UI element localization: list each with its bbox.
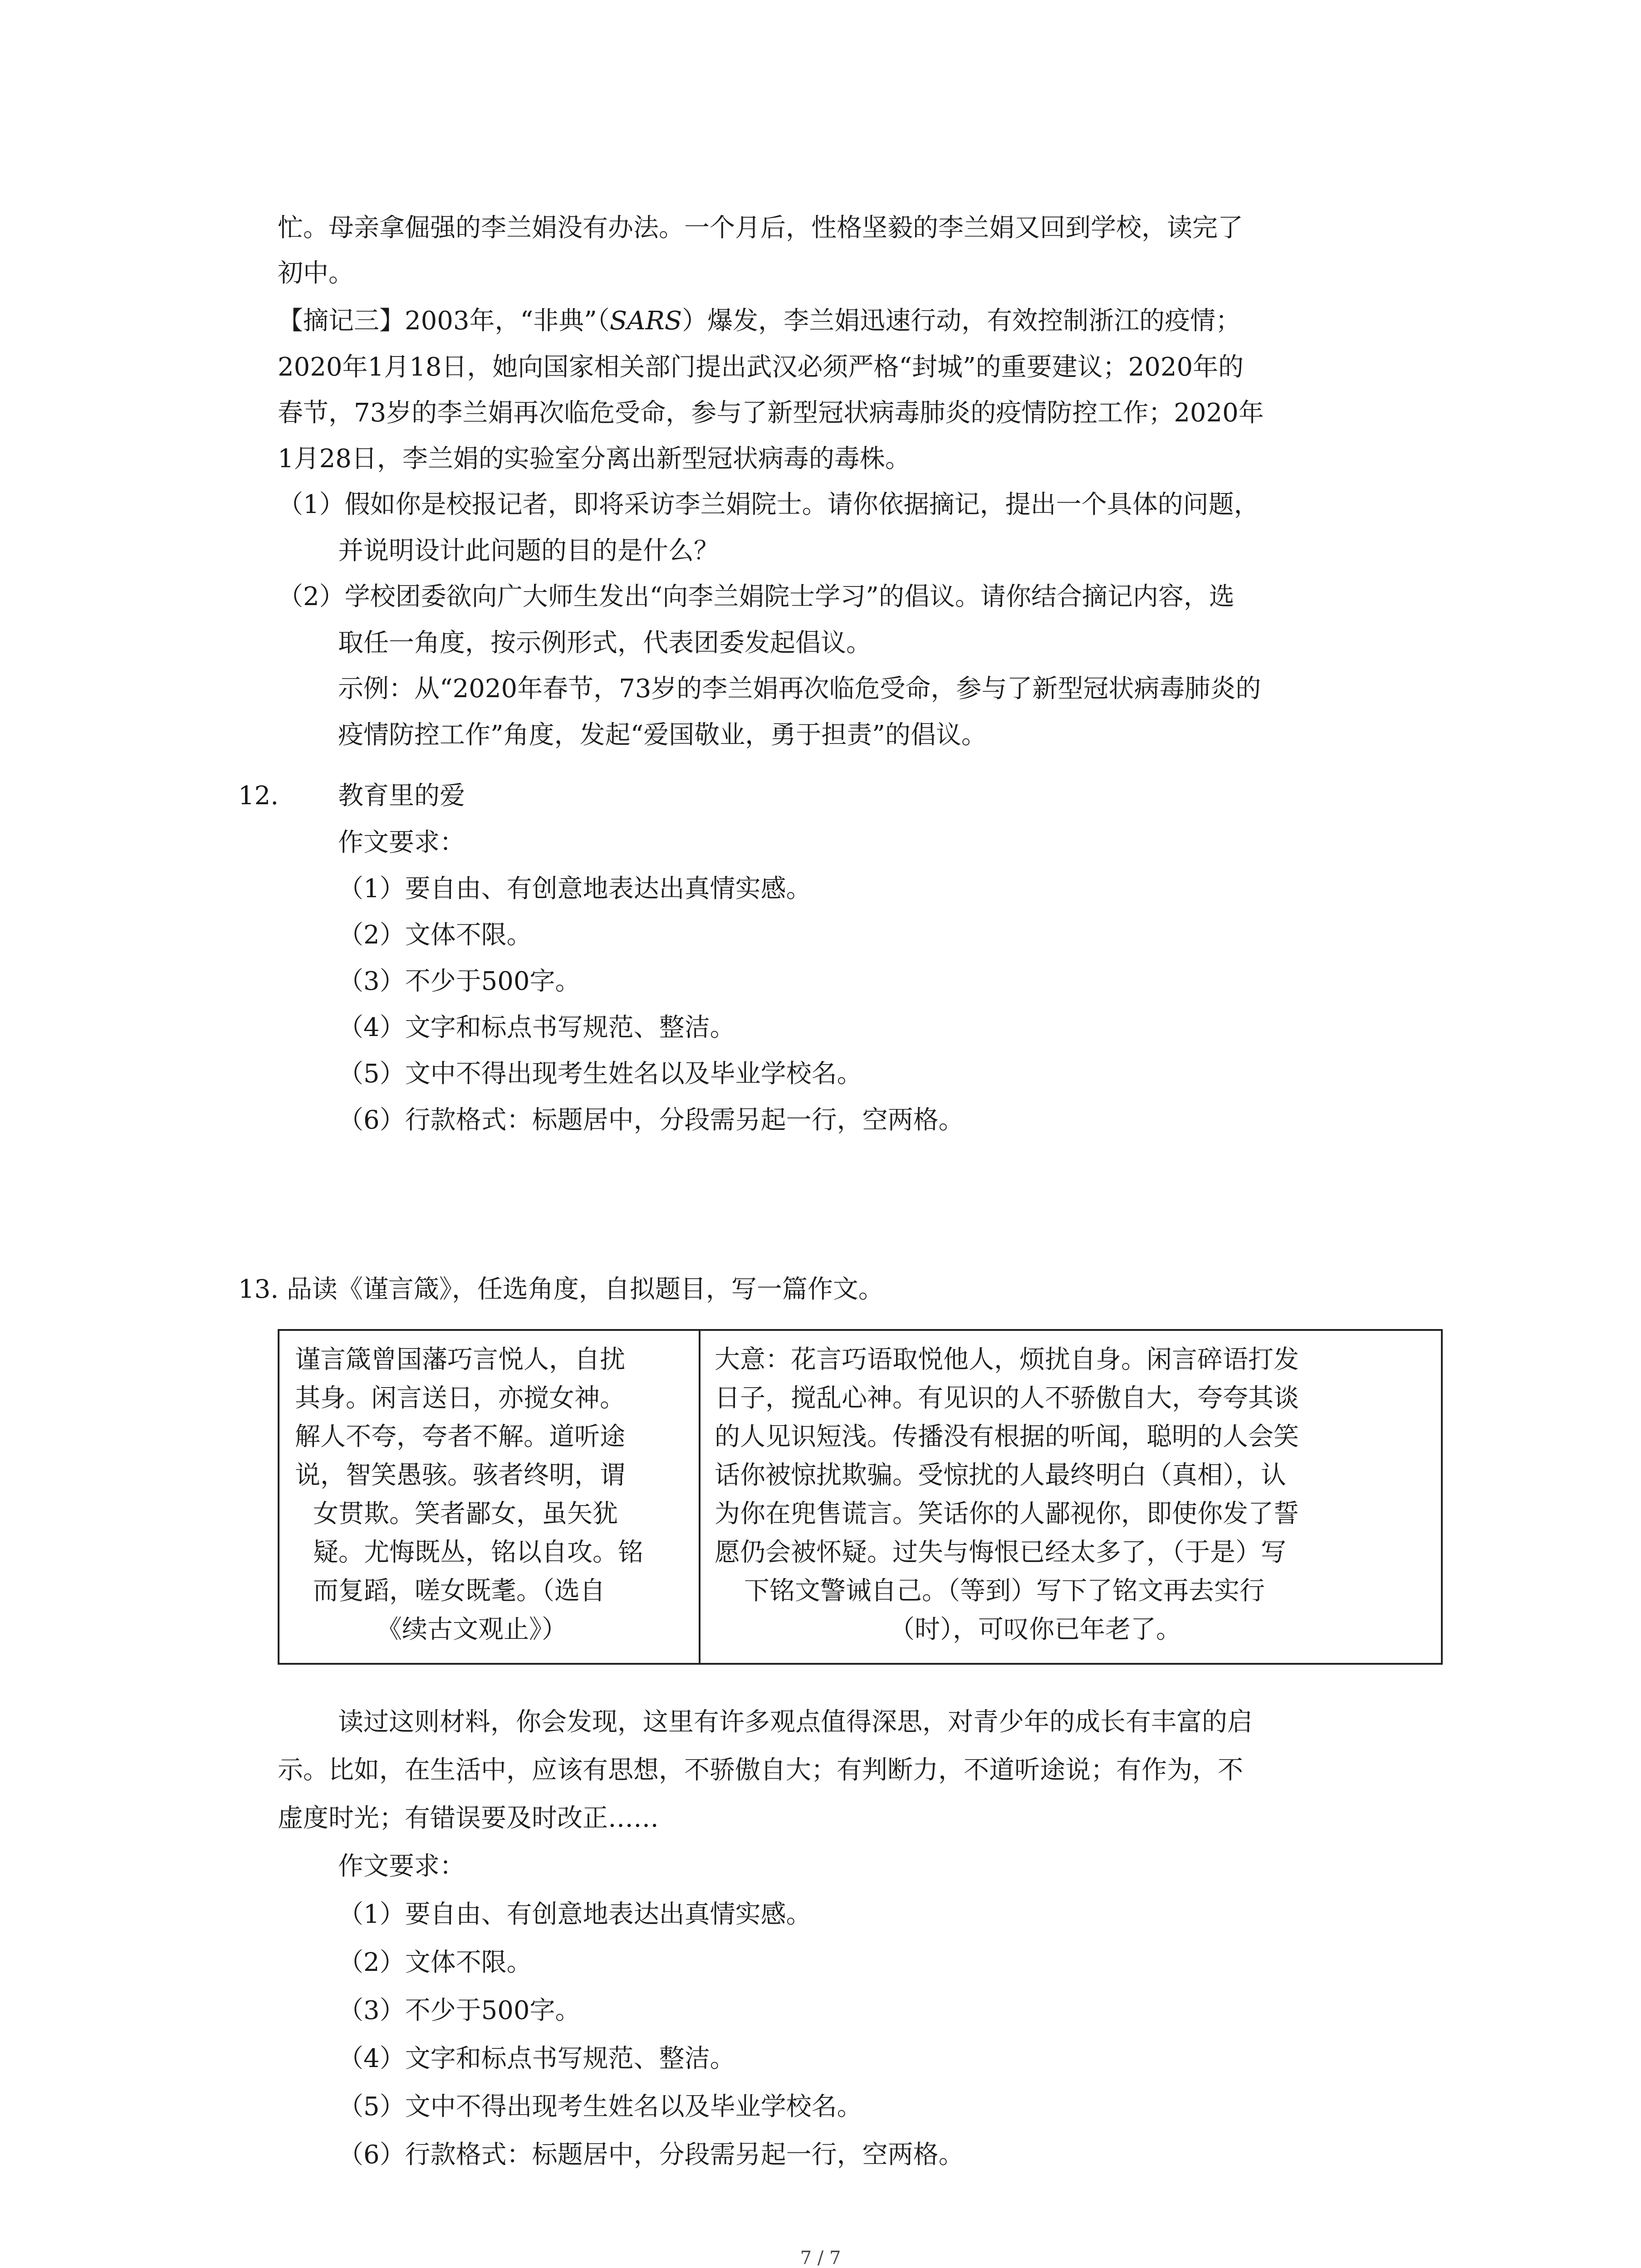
essay-requirement: （5）文中不得出现考生姓名以及毕业学校名。 [338, 2092, 862, 2121]
excerpt-three-line: 1月28日，李兰娟的实验室分离出新型冠状病毒的毒株。 [278, 444, 911, 474]
table-cell-line: 话你被惊扰欺骗。受惊扰的人最终明白（真相），认 [715, 1461, 1286, 1490]
essay-requirement: （1）要自由、有创意地表达出真情实感。 [338, 874, 812, 904]
example-line: 疫情防控工作”角度，发起“爱国敬业，勇于担责”的倡议。 [338, 720, 987, 750]
essay-requirement: （2）文体不限。 [338, 920, 532, 950]
passage-continuation-line: 忙。母亲拿倔强的李兰娟没有办法。一个月后，性格坚毅的李兰娟又回到学校，读完了 [278, 213, 1243, 243]
essay-requirement: （6）行款格式：标题居中，分段需另起一行，空两格。 [338, 1105, 964, 1135]
sub-question-1-cont: 并说明设计此问题的目的是什么？ [338, 536, 719, 566]
essay-requirement: （1）要自由、有创意地表达出真情实感。 [338, 1900, 812, 1929]
table-cell-line: 说，智笑愚骇。骇者终明，谓 [295, 1461, 625, 1490]
essay-requirement: （4）文字和标点书写规范、整洁。 [338, 1013, 735, 1042]
table-cell-line: 为你在兜售谎言。笑话你的人鄙视你，即使你发了誓 [715, 1499, 1299, 1529]
essay-requirement: （3）不少于500字。 [338, 1996, 581, 2025]
excerpt-three-line: 春节，73岁的李兰娟再次临危受命，参与了新型冠状病毒肺炎的疫情防控工作；2020年 [278, 398, 1264, 428]
sub-question-2-cont: 取任一角度，按示例形式，代表团委发起倡议。 [338, 628, 872, 658]
table-cell-line: 《续古文观止》） [377, 1615, 567, 1644]
table-cell-line: 愿仍会被怀疑。过失与悔恨已经太多了，（于是）写 [715, 1538, 1286, 1567]
material-reading-paragraph: 虚度时光；有错误要及时改正…… [278, 1804, 659, 1833]
question-12-number: 12. [238, 781, 279, 811]
material-table-divider [699, 1329, 700, 1665]
sub-question-1: （1）假如你是校报记者，即将采访李兰娟院士。请你依据摘记，提出一个具体的问题， [278, 490, 1259, 519]
table-cell-line: 大意：花言巧语取悦他人，烦扰自身。闲言碎语打发 [715, 1345, 1299, 1374]
essay-requirement: （4）文字和标点书写规范、整洁。 [338, 2044, 735, 2073]
table-cell-line: 解人不夸，夸者不解。道听途 [295, 1422, 625, 1452]
table-cell-line: 的人见识短浅。传播没有根据的听闻，聪明的人会笑 [715, 1422, 1299, 1452]
essay-requirement: （5）文中不得出现考生姓名以及毕业学校名。 [338, 1059, 862, 1089]
essay-requirement: （3）不少于500字。 [338, 967, 581, 996]
essay-requirement: （2）文体不限。 [338, 1948, 532, 1977]
table-cell-line: 女贯欺。笑者鄙女，虽矢犹 [313, 1499, 618, 1529]
table-cell-line: 疑。尤悔既丛，铭以自攻。铭 [313, 1538, 643, 1567]
table-cell-line: 日子，搅乱心神。有见识的人不骄傲自大，夸夸其谈 [715, 1383, 1299, 1413]
excerpt-three-text: 【摘记三】2003年，“非典”（ [278, 306, 610, 336]
question-12-title: 教育里的爱 [338, 781, 465, 811]
essay-requirement: （6）行款格式：标题居中，分段需另起一行，空两格。 [338, 2140, 964, 2170]
excerpt-three-text: ）爆发，李兰娟迅速行动，有效控制浙江的疫情； [682, 306, 1241, 336]
table-cell-line: 而复蹈，嗟女既耄。（选自 [313, 1576, 605, 1606]
essay-requirements-heading: 作文要求： [338, 828, 465, 857]
table-cell-line: 其身。闲言送日，亦搅女神。 [295, 1383, 625, 1413]
sars-term: SARS [609, 306, 682, 336]
question-13-prompt: 13. 品读《谨言箴》，任选角度，自拟题目，写一篇作文。 [238, 1275, 884, 1304]
table-cell-line: 谨言箴曾国藩巧言悦人，自扰 [295, 1345, 625, 1374]
example-line: 示例：从“2020年春节，73岁的李兰娟再次临危受命，参与了新型冠状病毒肺炎的 [338, 674, 1261, 704]
material-reading-paragraph: 读过这则材料，你会发现，这里有许多观点值得深思，对青少年的成长有丰富的启 [338, 1707, 1253, 1737]
table-cell-line: （时），可叹你已年老了。 [889, 1615, 1181, 1644]
excerpt-three-line [278, 305, 1241, 337]
passage-continuation-line: 初中。 [278, 259, 354, 288]
table-cell-line: 下铭文警诫自己。（等到）写下了铭文再去实行 [744, 1576, 1265, 1606]
excerpt-three-line: 2020年1月18日，她向国家相关部门提出武汉必须严格“封城”的重要建议；2020年的 [278, 352, 1244, 382]
page-number: 7 / 7 [800, 2248, 841, 2268]
material-reading-paragraph: 示。比如，在生活中，应该有思想，不骄傲自大；有判断力，不道听途说；有作为，不 [278, 1755, 1243, 1785]
sub-question-2: （2）学校团委欲向广大师生发出“向李兰娟院士学习”的倡议。请你结合摘记内容，选 [278, 582, 1234, 611]
essay-requirements-heading: 作文要求： [338, 1852, 465, 1881]
